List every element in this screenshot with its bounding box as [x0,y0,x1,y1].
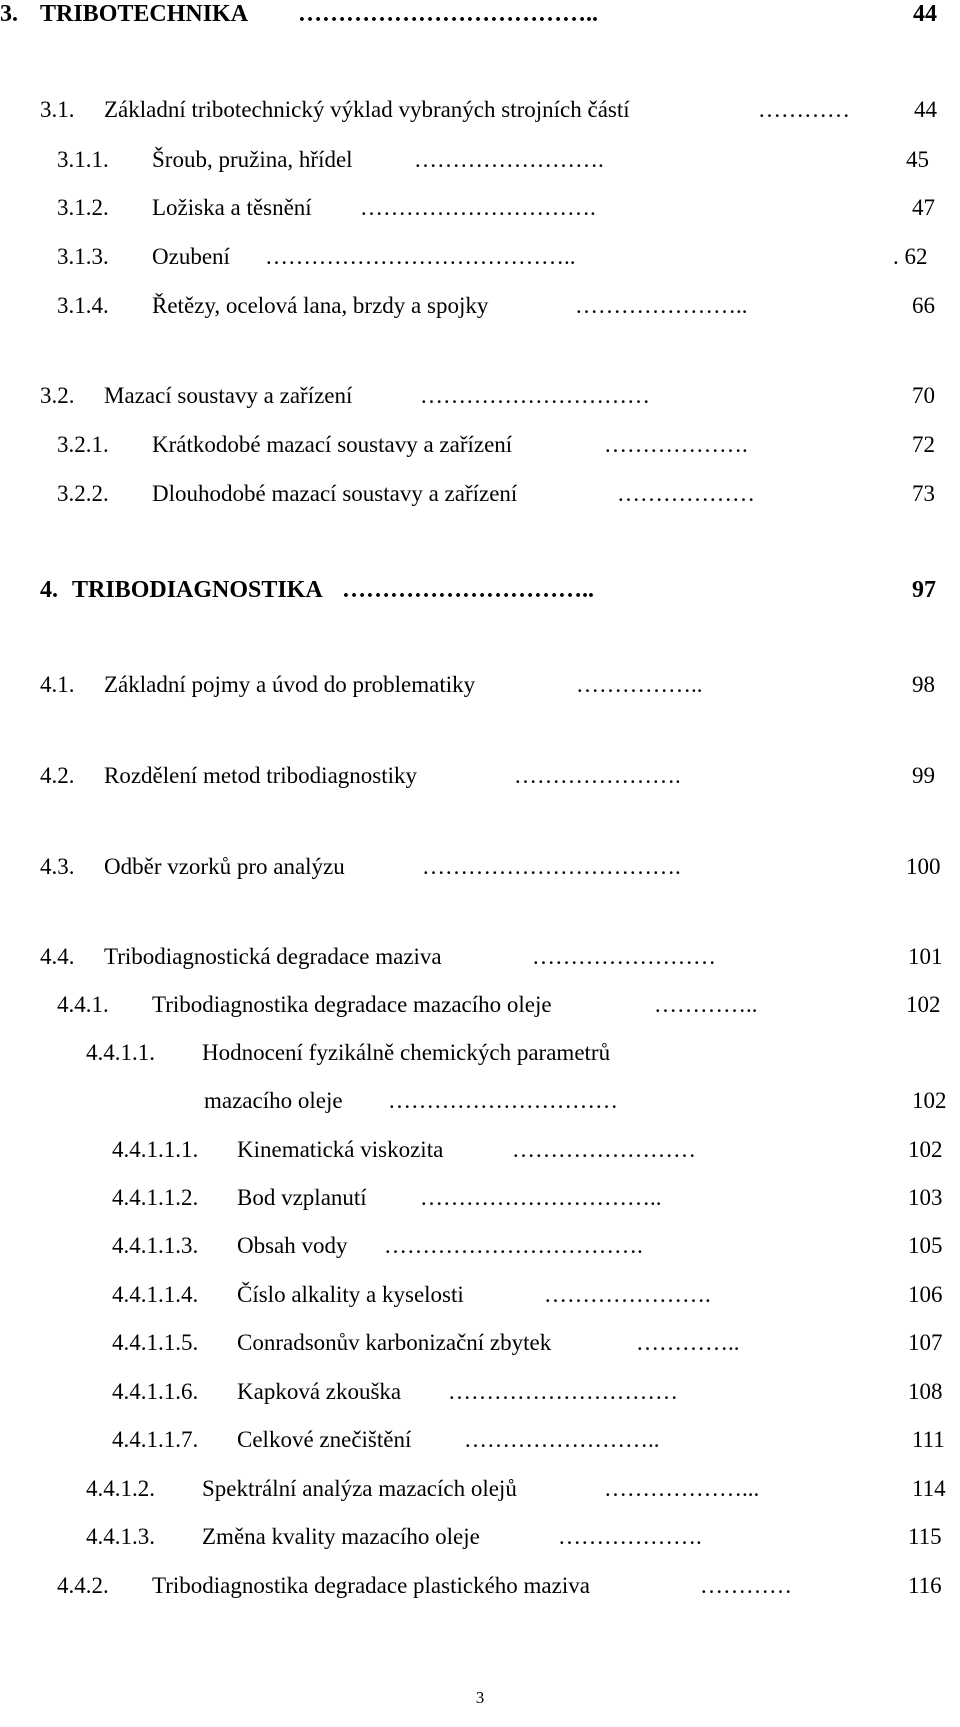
toc-entry[interactable] [0,188,960,228]
toc-entry[interactable] [0,937,960,977]
toc-title: Ozubení [152,244,230,269]
toc-leader: ………….. [636,1330,740,1355]
toc-leader: ………………………… [420,383,650,408]
toc-number: 4.4.1.1.4. [112,1282,199,1307]
toc-title: Spektrální analýza mazacích olejů [202,1476,517,1501]
toc-number: 4. [40,577,58,603]
toc-page: 102 [908,1137,943,1162]
toc-page: 45 [906,147,929,172]
toc-leader: ………….. [654,992,758,1017]
toc-leader: …………….. [576,672,703,697]
toc-number: 4.4. [40,944,75,969]
toc-title: Řetězy, ocelová lana, brzdy a spojky [152,293,489,318]
toc-title: Celkové znečištění [237,1427,412,1452]
toc-title: Základní tribotechnický výklad vybraných strojních částí [104,97,630,122]
toc-entry[interactable] [0,1420,960,1460]
toc-page: 73 [912,481,935,506]
toc-title: Mazací soustavy a zařízení [104,383,353,408]
toc-page: 102 [912,1088,947,1113]
toc-title: Základní pojmy a úvod do problematiky [104,672,476,697]
toc-number: 4.3. [40,854,75,879]
toc-entry[interactable] [0,1323,960,1363]
toc-leader: ………… [758,97,850,122]
toc-page: 116 [908,1573,942,1598]
toc-number: 4.4.1.1.6. [112,1379,199,1404]
toc-page: 72 [912,432,935,457]
toc-entry[interactable] [0,90,960,130]
toc-number: 4.2. [40,763,75,788]
toc-number: 3.1. [40,97,75,122]
toc-title: Obsah vody [237,1233,348,1258]
toc-page: . 62 [893,244,928,269]
toc-entry[interactable] [0,1178,960,1218]
toc-title: Rozdělení metod tribodiagnostiky [104,763,418,788]
toc-entry[interactable] [0,1517,960,1557]
toc-title: Dlouhodobé mazací soustavy a zařízení [152,481,518,506]
toc-number: 4.4.1.1.2. [112,1185,199,1210]
toc-title: Krátkodobé mazací soustavy a zařízení [152,432,513,457]
toc-page: 70 [912,383,935,408]
toc-page: 44 [914,97,937,122]
toc-entry[interactable] [0,1566,960,1606]
toc-number: 4.1. [40,672,75,697]
toc-leader: ………………………………….. [265,244,576,269]
toc-page: 106 [908,1282,943,1307]
toc-entry[interactable] [0,140,960,180]
toc-title: Kapková zkouška [237,1379,402,1404]
toc-leader: …………………… [532,944,716,969]
toc-number: 4.4.1.1.5. [112,1330,199,1355]
toc-page: 99 [912,763,935,788]
toc-page: 101 [908,944,943,969]
toc-entry[interactable] [0,756,960,796]
toc-entry[interactable] [0,425,960,465]
toc-entry[interactable] [0,376,960,416]
toc-number: 3.2.2. [57,481,109,506]
toc-leader: ……………………………. [384,1233,643,1258]
toc-number: 4.4.1.1.3. [112,1233,199,1258]
toc-page: 107 [908,1330,943,1355]
toc-number: 3.1.1. [57,147,109,172]
toc-entry-continuation[interactable] [0,1081,960,1121]
toc-page: 97 [912,577,936,603]
toc-entry[interactable] [0,1130,960,1170]
toc-page: 44 [913,1,937,27]
toc-title: Změna kvality mazacího oleje [202,1524,480,1549]
toc-number: 4.4.1.1.7. [112,1427,199,1452]
toc-page: 102 [906,992,941,1017]
toc-number: 4.4.2. [57,1573,109,1598]
toc-title: Ložiska a těsnění [152,195,312,220]
toc-title: Conradsonův karbonizační zbytek [237,1330,552,1355]
toc-title: Tribodiagnostika degradace plastického maziva [152,1573,590,1598]
toc-page: 115 [908,1524,942,1549]
toc-number: 3.2.1. [57,432,109,457]
toc-leader: ……………………………….. [298,1,598,27]
toc-number: 4.4.1.2. [86,1476,155,1501]
toc-entry[interactable] [0,474,960,514]
toc-entry[interactable] [0,985,960,1025]
toc-page: 66 [912,293,935,318]
toc-leader: ………………... [604,1476,760,1501]
toc-page: 100 [906,854,941,879]
toc-leader: …………………. [514,763,681,788]
toc-entry[interactable] [0,1275,960,1315]
toc-page: 98 [912,672,935,697]
toc-entry-chapter[interactable] [0,0,960,34]
toc-number: 4.4.1.1. [86,1040,155,1065]
toc-entry[interactable] [0,237,960,277]
toc-page: 103 [908,1185,943,1210]
toc-title: TRIBODIAGNOSTIKA [72,577,323,603]
toc-page: 114 [912,1476,946,1501]
page-number: 3 [475,1688,485,1707]
toc-leader: ………………. [558,1524,702,1549]
toc-title: Kinematická viskozita [237,1137,444,1162]
toc-leader: ………………………… [388,1088,618,1113]
toc-leader: …………………… [512,1137,696,1162]
toc-page: 108 [908,1379,943,1404]
toc-title: Bod vzplanutí [237,1185,367,1210]
toc-leader: ………………….. [575,293,748,318]
toc-page: 105 [908,1233,943,1258]
toc-title: Tribodiagnostika degradace mazacího oleje [152,992,552,1017]
toc-leader: ………………………….. [342,577,594,603]
toc-number: 3.2. [40,383,75,408]
toc-number: 4.4.1.1.1. [112,1137,199,1162]
toc-title: TRIBOTECHNIKA [40,1,249,27]
toc-leader: …………………….. [464,1427,660,1452]
toc-page: 111 [912,1427,945,1452]
toc-leader: ……………………. [414,147,604,172]
toc-page: 47 [912,195,935,220]
toc-entry[interactable] [0,1033,960,1073]
toc-number: 3.1.2. [57,195,109,220]
toc-title: Šroub, pružina, hřídel [152,147,353,172]
toc-leader: …………………. [544,1282,711,1307]
toc-number: 4.4.1.3. [86,1524,155,1549]
toc-title: Číslo alkality a kyselosti [237,1282,464,1307]
toc-leader: ……………… [617,481,755,506]
toc-leader: ……………………………. [422,854,681,879]
toc-title: Odběr vzorků pro analýzu [104,854,345,879]
toc-entry[interactable] [0,1226,960,1266]
toc-entry-chapter[interactable] [0,570,960,610]
toc-number: 3.1.4. [57,293,109,318]
toc-leader: ………………………….. [420,1185,662,1210]
toc-number: 4.4.1. [57,992,109,1017]
toc-number: 3.1.3. [57,244,109,269]
toc-title: Tribodiagnostická degradace maziva [104,944,442,969]
toc-entry[interactable] [0,665,960,705]
toc-entry[interactable] [0,286,960,326]
toc-leader: ………………………… [448,1379,678,1404]
toc-number: 3. [0,1,18,27]
toc-title: mazacího oleje [204,1088,343,1113]
toc-entry[interactable] [0,1469,960,1509]
toc-leader: ………… [700,1573,792,1598]
toc-leader: ………………. [604,432,748,457]
toc-title: Hodnocení fyzikálně chemických parametrů [202,1040,611,1065]
toc-entry[interactable] [0,1372,960,1412]
toc-entry[interactable] [0,847,960,887]
toc-leader: …………………………. [360,195,596,220]
